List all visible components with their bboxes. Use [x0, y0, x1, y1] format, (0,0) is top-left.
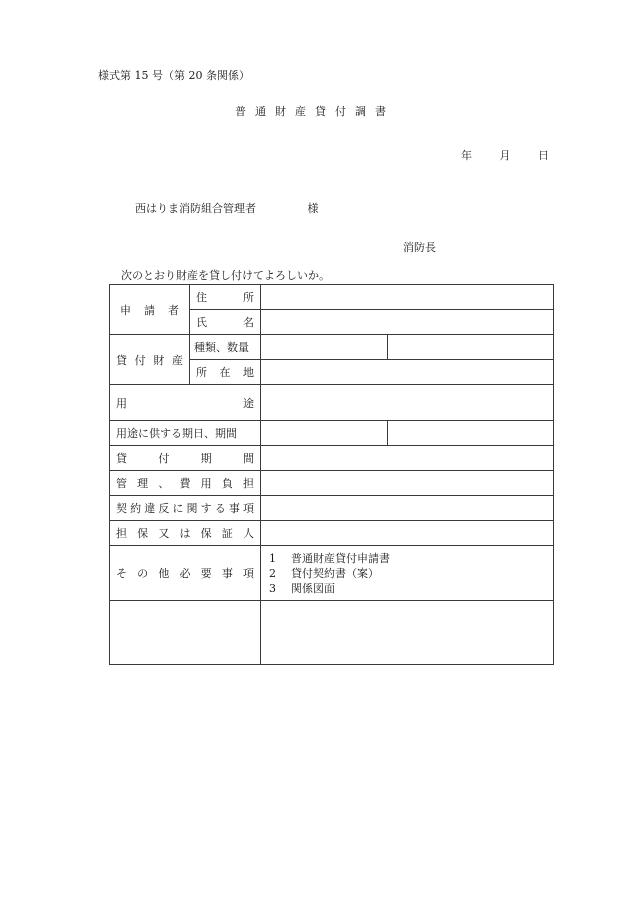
field-use-date[interactable] — [261, 421, 388, 446]
label-address: 住所 — [190, 285, 261, 310]
field-blank-label[interactable] — [110, 601, 261, 665]
addressee — [135, 200, 319, 216]
attachment-item: 3 関係図面 — [269, 581, 335, 595]
label-location: 所在地 — [190, 360, 261, 385]
date-month: 月 — [499, 149, 511, 162]
field-purpose[interactable] — [261, 385, 554, 421]
label-purpose: 用途 — [110, 385, 261, 421]
field-name[interactable] — [261, 310, 554, 335]
label-property: 貸付財産 — [110, 335, 190, 385]
row-use-period — [110, 421, 554, 446]
field-blank-value[interactable] — [261, 601, 554, 665]
label-other-required: その他必要事項 — [110, 546, 261, 601]
label-guarantee: 担保又は保証人 — [110, 521, 261, 546]
row-property-type — [110, 335, 554, 360]
field-use-period[interactable] — [388, 421, 554, 446]
label-breach: 契約違反に関する事項 — [110, 496, 261, 521]
field-management[interactable] — [261, 471, 554, 496]
row-blank — [110, 601, 554, 665]
row-guarantee — [110, 521, 554, 546]
attachments-list — [261, 546, 554, 601]
attachment-item: 2 貸付契約書（案） — [269, 566, 379, 580]
field-quantity[interactable] — [388, 335, 554, 360]
field-location[interactable] — [261, 360, 554, 385]
date-day: 日 — [538, 149, 549, 162]
field-lending-period[interactable] — [261, 446, 554, 471]
date-year: 年 — [461, 149, 472, 162]
field-breach[interactable] — [261, 496, 554, 521]
label-lending-period: 貸付期間 — [110, 446, 261, 471]
date-line — [461, 147, 549, 163]
addressee-honorific: 様 — [307, 202, 319, 215]
row-breach — [110, 496, 554, 521]
field-type[interactable] — [261, 335, 388, 360]
label-applicant: 申請者 — [110, 285, 190, 335]
field-guarantee[interactable] — [261, 521, 554, 546]
addressee-name: 西はりま消防組合管理者 — [135, 202, 256, 215]
label-management: 管理、費用負担 — [110, 471, 261, 496]
row-other-required — [110, 546, 554, 601]
label-use-period: 用途に供する期日、期間 — [110, 421, 261, 446]
document-title: 普通財産貸付調書 — [235, 105, 395, 118]
row-management — [110, 471, 554, 496]
intro-text: 次のとおり財産を貸し付けてよろしいか。 — [121, 269, 330, 282]
field-address[interactable] — [261, 285, 554, 310]
label-type-quantity: 種類、数量 — [190, 335, 261, 360]
form-number: 様式第 15 号（第 20 条関係） — [98, 69, 250, 82]
form-table — [109, 284, 554, 665]
attachment-item: 1 普通財産貸付申請書 — [269, 551, 390, 565]
sender: 消防長 — [403, 241, 436, 254]
row-applicant-address — [110, 285, 554, 310]
label-name: 氏名 — [190, 310, 261, 335]
row-lending-period — [110, 446, 554, 471]
row-purpose — [110, 385, 554, 421]
